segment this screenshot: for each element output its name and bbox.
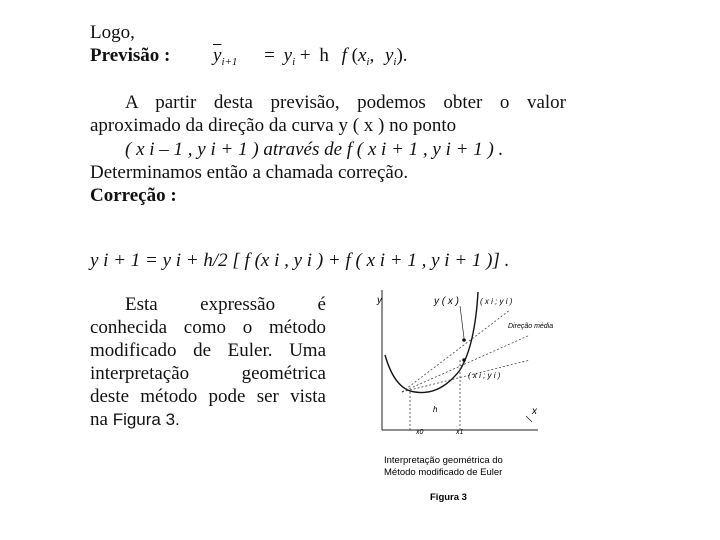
point-lower-label: ( x i ; y i ) xyxy=(468,371,501,380)
point-upper-label: ( x i ; y i ) xyxy=(480,297,513,306)
figure-label: Figura 3 xyxy=(430,492,467,503)
correcao-label: Correção : xyxy=(90,185,177,206)
para2-line: interpretação geométrica xyxy=(90,363,326,384)
para1-line2: aproximado da direção da curva y ( x ) no ponto xyxy=(90,115,457,136)
para2 xyxy=(90,294,326,432)
para1-line4: Determinamos então a chamada correção. xyxy=(90,162,409,183)
mean-direction-label: Direção média xyxy=(508,323,554,330)
figure-caption-line1: Interpretação geométrica do xyxy=(384,455,503,466)
logo-text: Logo, xyxy=(90,22,135,43)
curve-pointer xyxy=(460,306,464,338)
previsao-label: Previsão : xyxy=(90,45,171,66)
figure-caption-line2: Método modificado de Euler xyxy=(384,467,503,478)
figure-reference: Figura 3. xyxy=(112,410,180,429)
previsao-formula: $\overline{y}_{i+1} = y_i + h$ f ($x_i$, $y_i$). xyxy=(213,45,408,68)
ybar-symbol: $\overline{y}$ xyxy=(213,45,222,66)
para1-line1: A partir desta previsão, podemos obter o valor xyxy=(125,92,566,113)
para2-line: modificado de Euler. Uma xyxy=(90,340,326,361)
y-axis-label: y xyxy=(377,295,382,306)
para2-line: conhecida como o método xyxy=(90,317,326,338)
x-axis-label: x xyxy=(532,406,537,417)
para2-line: deste método pode ser vista xyxy=(90,386,326,407)
curve-y-of-x xyxy=(385,292,478,393)
x1-label: x1 xyxy=(456,429,464,436)
para2-line: Esta expressão é xyxy=(125,294,326,315)
euler-figure xyxy=(360,280,580,530)
point-lower xyxy=(462,358,466,362)
initial-tangent xyxy=(402,360,530,392)
correcao-formula: y i + 1 = y i + h/2 [ f (x i , y i ) + f ( x i + 1 , y i + 1 )] . xyxy=(90,250,510,271)
para1-line3: ( x i – 1 , y i + 1 ) através de f ( x i + 1 , y i + 1 ) . xyxy=(125,139,504,160)
curve-label: y ( x ) xyxy=(434,296,459,307)
para2-last-line: na Figura 3. xyxy=(90,409,180,430)
h-label: h xyxy=(433,405,438,414)
x0-label: x0 xyxy=(416,429,424,436)
point-upper xyxy=(462,338,466,342)
